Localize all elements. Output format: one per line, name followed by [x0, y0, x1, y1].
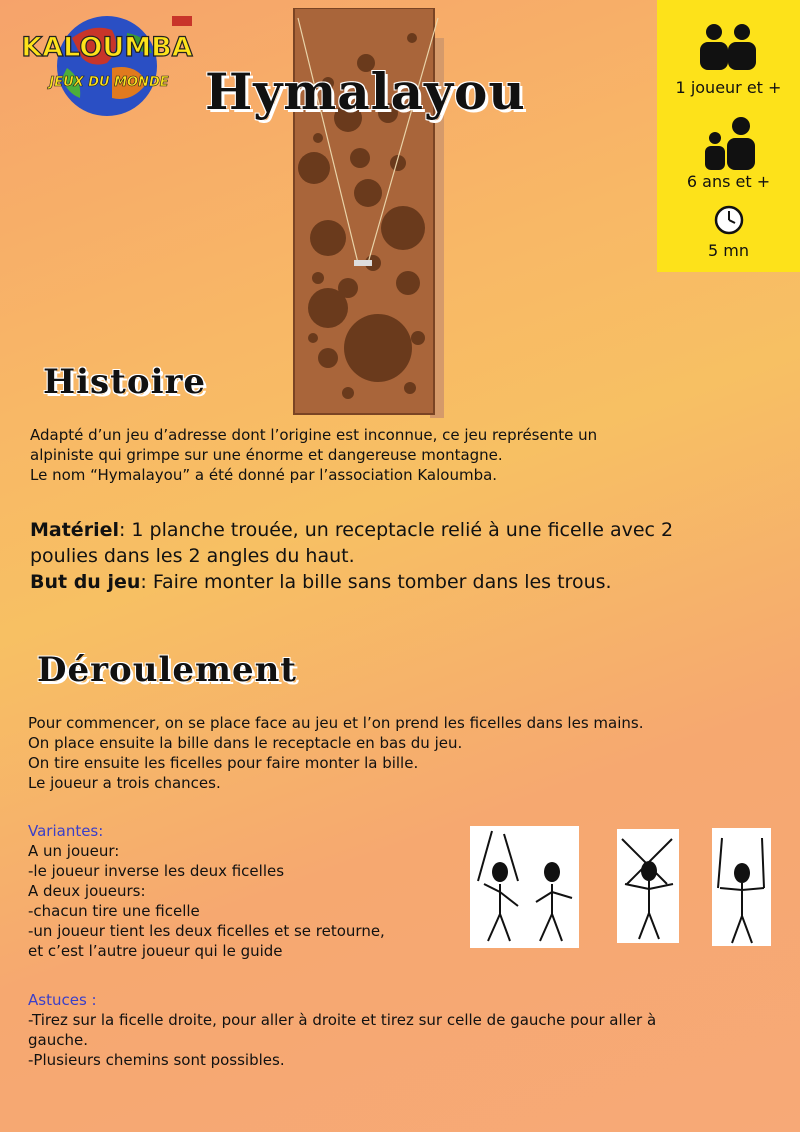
- crossed-strings-illustration: [617, 829, 679, 943]
- histoire-line: alpiniste qui grimpe sur une énorme et dangereuse montagne.: [30, 446, 503, 464]
- kaloumba-logo: [12, 8, 202, 118]
- variantes-line: et c’est l’autre joueur qui le guide: [28, 942, 283, 960]
- variantes-line: A deux joueurs:: [28, 882, 146, 900]
- deroulement-line: Le joueur a trois chances.: [28, 774, 221, 792]
- materiel-text-2: poulies dans les 2 angles du haut.: [30, 545, 355, 567]
- astuces-line: -Plusieurs chemins sont possibles.: [28, 1051, 285, 1069]
- materiel-block: [30, 517, 673, 595]
- but-label: But du jeu: [30, 571, 141, 593]
- histoire-line: Adapté d’un jeu d’adresse dont l’origine est inconnue, ce jeu représente un: [30, 426, 598, 444]
- clock-icon: [714, 205, 744, 235]
- logo-brand: KALOUMBA: [21, 32, 193, 63]
- variantes-line: -le joueur inverse les deux ficelles: [28, 862, 285, 880]
- histoire-heading: Histoire: [43, 362, 207, 402]
- variantes-line: A un joueur:: [28, 842, 120, 860]
- astuces-block: [28, 990, 656, 1070]
- info-box: [657, 0, 800, 272]
- page-title: Hymalayou: [205, 62, 526, 121]
- histoire-line: Le nom “Hymalayou” a été donné par l’association Kaloumba.: [30, 466, 498, 484]
- deroulement-line: Pour commencer, on se place face au jeu et l’on prend les ficelles dans les mains.: [28, 714, 644, 732]
- astuces-heading: Astuces :: [28, 991, 97, 1009]
- materiel-text: : 1 planche trouée, un receptacle relié à une ficelle avec 2: [118, 519, 674, 541]
- age-text: 6 ans et +: [686, 172, 771, 191]
- age-icon: [703, 116, 755, 170]
- deroulement-text: [28, 713, 643, 793]
- materiel-label: Matériel: [30, 519, 119, 541]
- players-text: 1 joueur et +: [675, 78, 782, 97]
- variantes-line: -un joueur tient les deux ficelles et se retourne,: [28, 922, 385, 940]
- deroulement-heading: Déroulement: [37, 650, 298, 690]
- logo-tagline: JEUX DU MONDE: [49, 75, 169, 90]
- variantes-heading: Variantes:: [28, 822, 104, 840]
- variantes-line: -chacun tire une ficelle: [28, 902, 200, 920]
- deroulement-line: On tire ensuite les ficelles pour faire monter la bille.: [28, 754, 419, 772]
- duration-text: 5 mn: [708, 241, 749, 260]
- astuces-line: gauche.: [28, 1031, 88, 1049]
- single-player-illustration: [712, 828, 771, 946]
- histoire-text: [30, 425, 597, 485]
- two-players-illustration: [470, 826, 579, 948]
- players-icon: [697, 22, 759, 70]
- astuces-line: -Tirez sur la ficelle droite, pour aller à droite et tirez sur celle de gauche pour aller à: [28, 1011, 657, 1029]
- variantes-block: [28, 821, 385, 961]
- but-text: : Faire monter la bille sans tomber dans les trous.: [140, 571, 612, 593]
- deroulement-line: On place ensuite la bille dans le receptacle en bas du jeu.: [28, 734, 463, 752]
